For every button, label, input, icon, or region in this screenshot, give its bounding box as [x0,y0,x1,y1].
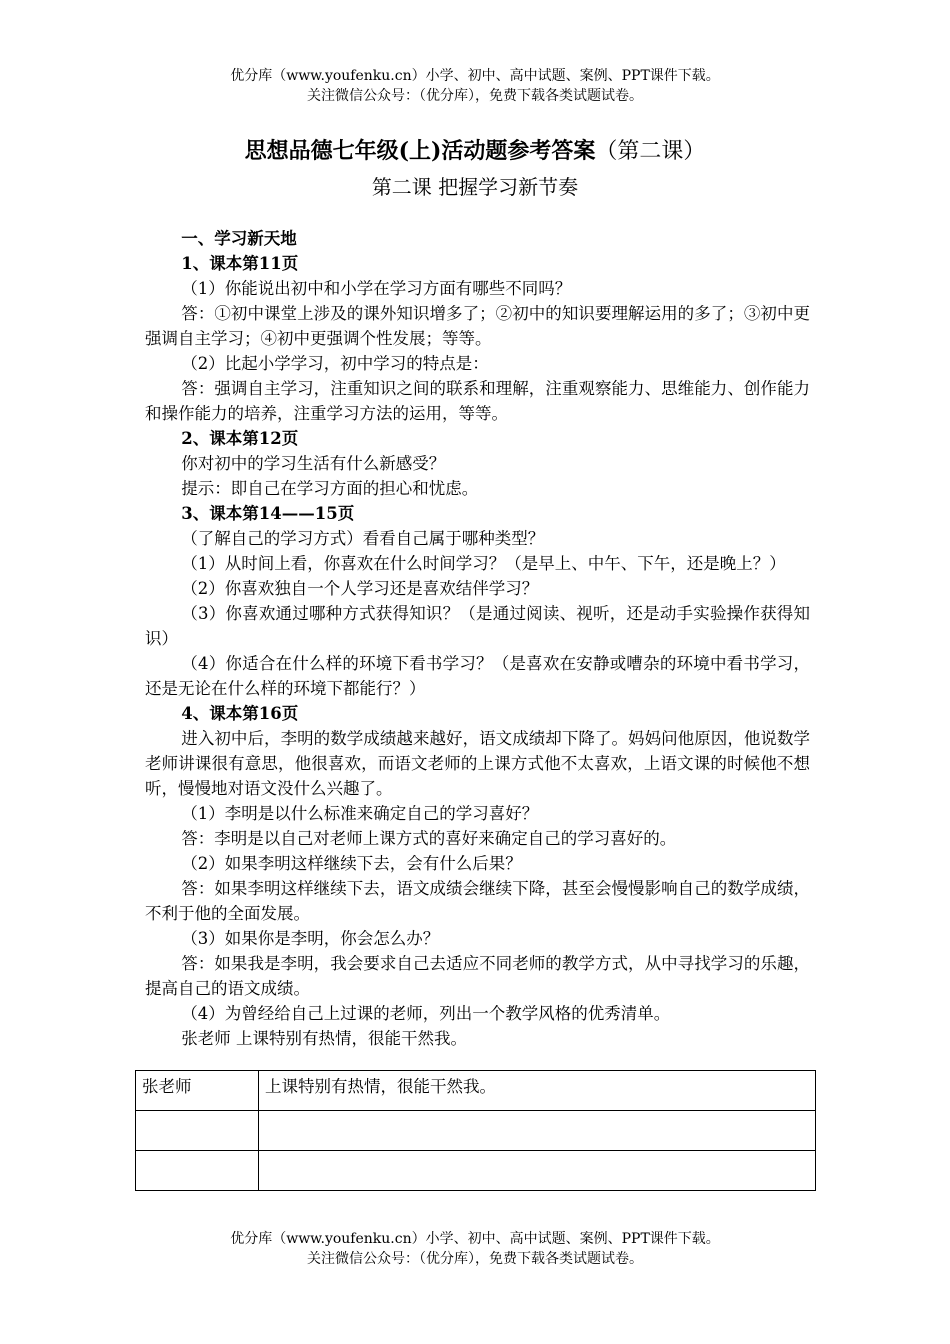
footer-line-1: 优分库（www.youfenku.cn）小学、初中、高中试题、案例、PPT课件下载。 [230,1231,720,1247]
paragraph: （2）比起小学学习，初中学习的特点是： [181,354,489,373]
paragraph: （1）从时间上看，你喜欢在什么时间学习？（是早上、中午、下午，还是晚上？） [181,554,786,573]
paragraph: （2）如果李明这样继续下去，会有什么后果？ [181,854,522,873]
paragraph: （1）你能说出初中和小学在学习方面有哪些不同吗？ [181,279,572,298]
section-heading: 2、课本第12页 [181,429,299,448]
paragraph: 你对初中的学习生活有什么新感受？ [181,454,446,473]
teacher-name-cell [136,1111,259,1151]
paragraph: （1）李明是以什么标准来确定自己的学习喜好？ [181,804,539,823]
paragraph: 张老师 上课特别有热情，很能干然我。 [181,1029,468,1048]
paragraph: 答：①初中课堂上涉及的课外知识增多了；②初中的知识要理解运用的多了；③初中更强调自主学习；④初中更强调个性发展；等等。 [145,304,810,348]
paragraph: （2）你喜欢独自一个人学习还是喜欢结伴学习？ [181,579,539,598]
document-subtitle: 第二课 把握学习新节奏 [371,175,579,199]
section-heading: 一、学习新天地 [181,229,297,248]
paragraph: 进入初中后，李明的数学成绩越来越好，语文成绩却下降了。妈妈问他原因，他说数学老师讲课很有意思，他很喜欢，而语文老师的上课方式他不太喜欢，上语文课的时候他不想听，慢慢地对语文没什么兴趣了。 [145,729,810,798]
paragraph: 答：强调自主学习，注重知识之间的联系和理解，注重观察能力、思维能力、创作能力和操作能力的培养，注重学习方法的运用，等等。 [145,379,810,423]
teacher-style-table [135,1070,816,1191]
section-heading: 3、课本第14——15页 [181,504,355,523]
paragraph: 提示：即自己在学习方面的担心和忧虑。 [181,479,479,498]
table-row [136,1071,816,1111]
document-title [0,135,950,168]
section-heading: 4、课本第16页 [181,704,299,723]
footer-line-2: 关注微信公众号：（优分库），免费下载各类试题试卷。 [307,1251,643,1267]
paragraph: 答：如果我是李明，我会要求自己去适应不同老师的教学方式，从中寻找学习的乐趣，提高自己的语文成绩。 [145,954,810,998]
paragraph: （3）如果你是李明，你会怎么办？ [181,929,440,948]
section-heading: 1、课本第11页 [181,254,299,273]
paragraph: （4）你适合在什么样的环境下看书学习？（是喜欢在安静或嘈杂的环境中看书学习，还是无论在什么样的环境下都能行？） [145,654,810,698]
paragraph: 答：如果李明这样继续下去，语文成绩会继续下降，甚至会慢慢影响自己的数学成绩，不利于他的全面发展。 [145,879,810,923]
paragraph: （4）为曾经给自己上过课的老师，列出一个教学风格的优秀清单。 [181,1004,671,1023]
paragraph: （3）你喜欢通过哪种方式获得知识？（是通过阅读、视听，还是动手实验操作获得知识） [145,604,810,648]
page-header [0,66,950,106]
title-paren: （第二课） [595,139,706,164]
header-line-1: 优分库（www.youfenku.cn）小学、初中、高中试题、案例、PPT课件下载。 [230,68,720,84]
teaching-style-cell [259,1151,816,1191]
teaching-style-cell: 上课特别有热情，很能干然我。 [259,1071,816,1111]
paragraph: 答：李明是以自己对老师上课方式的喜好来确定自己的学习喜好的。 [181,829,677,848]
teaching-style-cell [259,1111,816,1151]
document-body [145,226,810,1051]
table-row [136,1151,816,1191]
paragraph: （了解自己的学习方式）看看自己属于哪种类型？ [181,529,545,548]
title-main: 思想品德七年级(上)活动题参考答案 [244,138,596,164]
page-footer [0,1229,950,1269]
header-line-2: 关注微信公众号：（优分库），免费下载各类试题试卷。 [307,88,643,104]
teacher-name-cell: 张老师 [136,1071,259,1111]
table-row [136,1111,816,1151]
teacher-name-cell [136,1151,259,1191]
